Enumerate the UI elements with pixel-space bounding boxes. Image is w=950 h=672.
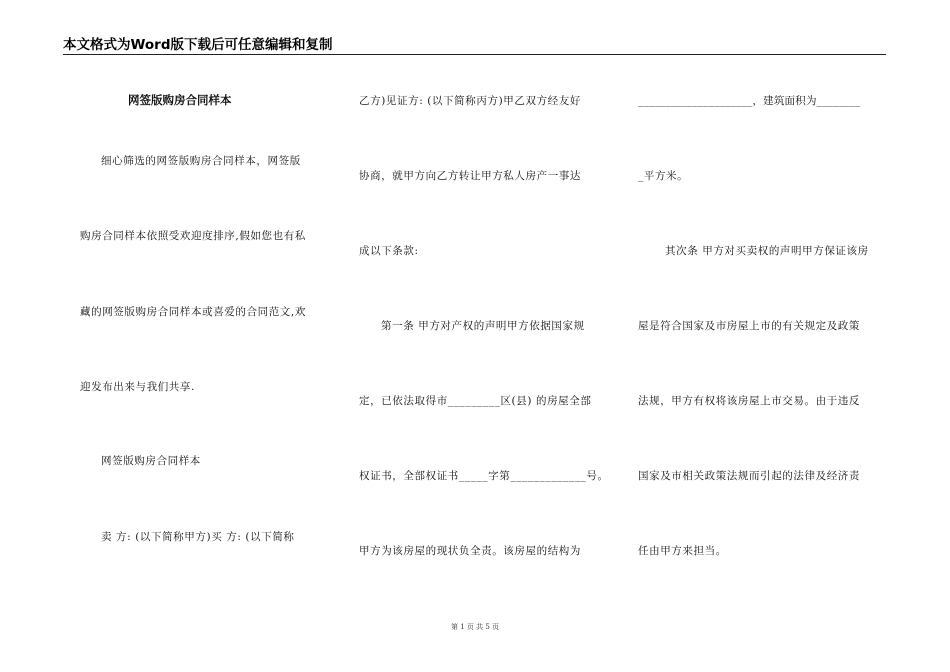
paragraph-line: 乙方)见证方: (以下简称丙方)甲乙双方经友好	[359, 95, 581, 107]
paragraph-line: 法规，甲方有权将该房屋上市交易。由于违反	[638, 395, 860, 407]
paragraph-line: 任由甲方来担当。	[638, 545, 727, 557]
paragraph-line: 购房合同样本依照受欢迎度排序,假如您也有私	[80, 230, 306, 242]
document-title: 网签版购房合同样本	[128, 93, 232, 107]
paragraph-line: _平方米。	[638, 170, 689, 182]
document-header: 本文格式为Word版下载后可任意编辑和复制	[63, 37, 333, 53]
paragraph-line: 国家及市相关政策法规而引起的法律及经济责	[638, 470, 860, 482]
page-number: 第 1 页 共 5 页	[450, 623, 500, 631]
paragraph-line: 细心筛选的网签版购房合同样本，网签版	[101, 155, 301, 167]
paragraph-line: 藏的网签版购房合同样本或喜爱的合同范文,欢	[80, 306, 306, 318]
paragraph-line: _____________________，建筑面积为________	[638, 95, 861, 107]
paragraph-line: 卖 方: (以下简称甲方)买 方: (以下简称	[101, 531, 295, 543]
clause-line: 第一条 甲方对产权的声明甲方依据国家规	[381, 320, 585, 332]
paragraph-line: 成以下条款:	[359, 245, 419, 257]
paragraph-line: 协商，就甲方向乙方转让甲方私人房产一事达	[359, 170, 581, 182]
header-divider	[63, 54, 886, 55]
paragraph-line: 权证书，全部权证书_____字第_____________号。	[359, 470, 609, 482]
paragraph-line: 迎发布出来与我们共享.	[80, 381, 195, 393]
paragraph-line: 甲方为该房屋的现状负全责。该房屋的结构为	[359, 545, 581, 557]
clause-line: 其次条 甲方对买卖权的声明甲方保证该房	[665, 245, 869, 257]
paragraph-line: 定，已依法取得市_________区(县) 的房屋全部	[359, 395, 592, 407]
section-heading: 网签版购房合同样本	[101, 455, 201, 467]
paragraph-line: 屋是符合国家及市房屋上市的有关规定及政策	[638, 320, 860, 332]
